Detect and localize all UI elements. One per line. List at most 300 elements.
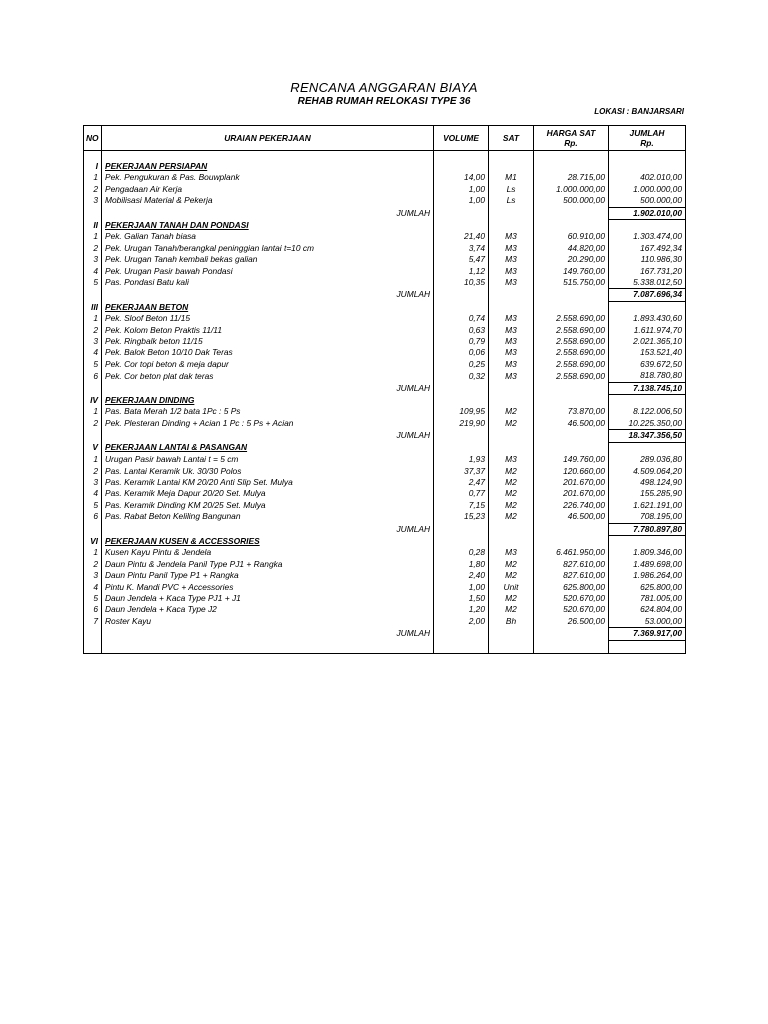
item-unit: M2 [489,511,534,523]
item-volume: 0,74 [434,313,489,324]
table-row [84,466,686,477]
item-total: 625.800,00 [609,582,686,593]
empty-cell [84,628,102,640]
section-number: VI [84,535,102,547]
table-row [84,406,686,417]
table-row [84,511,686,523]
document-subtitle: REHAB RUMAH RELOKASI TYPE 36 [297,96,471,107]
item-description: Pek. Plesteran Dinding + Acian 1 Pc : 5 Ps + Acian [102,418,434,430]
item-description: Pas. Rabat Beton Keliling Bangunan [102,511,434,523]
empty-cell [84,207,102,219]
table-row [84,488,686,499]
empty-cell [434,382,489,394]
empty-cell [489,395,534,407]
subtotal-label: JUMLAH [102,628,434,640]
item-unit-price: 60.910,00 [534,231,609,242]
table-header [84,126,686,151]
section-header-row [84,220,686,232]
item-description: Pas. Keramik Dinding KM 20/25 Set. Mulya [102,500,434,511]
item-number: 3 [84,336,102,347]
table-row [84,604,686,615]
empty-cell [534,640,609,653]
item-total: 5.338.012,50 [609,277,686,289]
item-unit: M2 [489,604,534,615]
item-unit-price: 20.290,00 [534,254,609,265]
empty-cell [489,220,534,232]
subtotal-label: JUMLAH [102,289,434,301]
table-row [84,347,686,358]
col-header-harga-line2: Rp. [564,138,578,148]
item-total: 500.000,00 [609,195,686,207]
item-number: 2 [84,418,102,430]
item-description: Pek. Cor beton plat dak teras [102,370,434,382]
item-unit: Unit [489,582,534,593]
empty-cell [534,628,609,640]
item-number: 1 [84,313,102,324]
item-unit-price: 827.610,00 [534,559,609,570]
subtotal-value: 1.902.010,00 [609,207,686,219]
col-header-harga [534,126,609,151]
item-total: 167.492,34 [609,243,686,254]
item-volume: 2,47 [434,477,489,488]
item-number: 5 [84,593,102,604]
item-unit-price: 520.670,00 [534,604,609,615]
empty-cell [609,220,686,232]
item-description: Pek. Urugan Tanah kembali bekas galian [102,254,434,265]
empty-cell [609,640,686,653]
item-unit: M2 [489,477,534,488]
item-number: 5 [84,359,102,370]
table-row [84,243,686,254]
item-number: 7 [84,616,102,628]
table-row [84,277,686,289]
item-unit: M3 [489,370,534,382]
item-unit-price: 2.558.690,00 [534,347,609,358]
item-description: Pek. Pengukuran & Pas. Bouwplank [102,172,434,183]
table-row [84,172,686,183]
item-unit: Ls [489,184,534,195]
item-unit-price: 827.610,00 [534,570,609,581]
empty-cell [489,628,534,640]
item-unit-price: 2.558.690,00 [534,359,609,370]
empty-cell [609,535,686,547]
item-description: Roster Kayu [102,616,434,628]
subtotal-label: JUMLAH [102,207,434,219]
col-header-volume: VOLUME [434,126,489,151]
item-description: Pintu K. Mandi PVC + Accessories [102,582,434,593]
item-total: 8.122.006,50 [609,406,686,417]
item-total: 402.010,00 [609,172,686,183]
item-unit: M2 [489,406,534,417]
empty-cell [434,220,489,232]
table-end-row [84,640,686,653]
empty-cell [434,151,489,162]
empty-cell [489,301,534,313]
empty-cell [434,289,489,301]
item-number: 1 [84,454,102,465]
item-total: 2.021.365,10 [609,336,686,347]
item-unit: M2 [489,593,534,604]
section-title: PEKERJAAN TANAH DAN PONDASI [102,220,434,232]
item-total: 1.000.000,00 [609,184,686,195]
col-header-jumlah-line1: JUMLAH [629,128,665,138]
table-body [84,151,686,654]
table-row [84,559,686,570]
item-description: Pek. Kolom Beton Praktis 11/11 [102,325,434,336]
item-unit: M2 [489,570,534,581]
section-number: I [84,161,102,172]
item-unit: M3 [489,266,534,277]
col-header-jumlah [609,126,686,151]
item-number: 2 [84,559,102,570]
empty-cell [434,628,489,640]
subtotal-value: 7.369.917,00 [609,628,686,640]
item-total: 53.000,00 [609,616,686,628]
item-total: 1.986.264,00 [609,570,686,581]
empty-cell [489,640,534,653]
item-volume: 5,47 [434,254,489,265]
table-row [84,477,686,488]
empty-cell [434,640,489,653]
item-total: 498.124,90 [609,477,686,488]
item-total: 781.005,00 [609,593,686,604]
item-description: Pas. Lantai Keramik Uk. 30/30 Polos [102,466,434,477]
item-number: 4 [84,582,102,593]
item-volume: 7,15 [434,500,489,511]
item-number: 6 [84,370,102,382]
item-unit-price: 44.820,00 [534,243,609,254]
item-unit-price: 520.670,00 [534,593,609,604]
item-unit: M3 [489,325,534,336]
item-description: Pas. Bata Merah 1/2 bata 1Pc : 5 Ps [102,406,434,417]
section-number: V [84,442,102,454]
item-description: Daun Pintu & Jendela Panil Type PJ1 + Rangka [102,559,434,570]
item-volume: 0,25 [434,359,489,370]
col-header-jumlah-line2: Rp. [640,138,654,148]
col-header-sat: SAT [489,126,534,151]
subtotal-label: JUMLAH [102,382,434,394]
item-number: 1 [84,231,102,242]
section-header-row [84,442,686,454]
empty-cell [84,430,102,442]
item-description: Pas. Pondasi Batu kali [102,277,434,289]
item-unit-price: 149.760,00 [534,454,609,465]
table-row [84,325,686,336]
empty-cell [534,535,609,547]
item-volume: 37,37 [434,466,489,477]
item-volume: 1,00 [434,195,489,207]
item-unit-price: 73.870,00 [534,406,609,417]
item-volume: 0,28 [434,547,489,558]
table-row [84,547,686,558]
document-title: RENCANA ANGGARAN BIAYA [290,80,478,95]
empty-cell [434,301,489,313]
item-unit-price: 201.670,00 [534,477,609,488]
item-number: 3 [84,570,102,581]
empty-cell [489,430,534,442]
section-title: PEKERJAAN KUSEN & ACCESSORIES [102,535,434,547]
empty-cell [84,382,102,394]
item-unit-price: 2.558.690,00 [534,370,609,382]
item-unit: M2 [489,559,534,570]
empty-cell [434,430,489,442]
empty-cell [84,289,102,301]
table-row [84,500,686,511]
empty-cell [534,161,609,172]
item-number: 2 [84,325,102,336]
item-number: 1 [84,547,102,558]
subtotal-value: 7.138.745,10 [609,382,686,394]
item-description: Pek. Urugan Pasir bawah Pondasi [102,266,434,277]
item-number: 5 [84,277,102,289]
item-total: 153.521,40 [609,347,686,358]
empty-cell [434,161,489,172]
empty-cell [489,161,534,172]
empty-cell [534,442,609,454]
item-unit: M3 [489,336,534,347]
item-description: Daun Pintu Panil Type P1 + Rangka [102,570,434,581]
item-unit-price: 515.750,00 [534,277,609,289]
table-row [84,616,686,628]
col-header-uraian: URAIAN PEKERJAAN [102,126,434,151]
item-description: Daun Jendela + Kaca Type PJ1 + J1 [102,593,434,604]
subtotal-label: JUMLAH [102,523,434,535]
empty-cell [534,301,609,313]
item-volume: 1,93 [434,454,489,465]
item-total: 1.303.474,00 [609,231,686,242]
item-unit: M3 [489,347,534,358]
item-description: Pengadaan Air Kerja [102,184,434,195]
table-row [84,454,686,465]
empty-cell [434,442,489,454]
table-row [84,313,686,324]
spacer-row [84,151,686,162]
table-row [84,582,686,593]
item-volume: 109,95 [434,406,489,417]
item-unit: M1 [489,172,534,183]
empty-cell [434,535,489,547]
item-volume: 1,80 [434,559,489,570]
item-unit-price: 1.000.000,00 [534,184,609,195]
item-unit-price: 226.740,00 [534,500,609,511]
empty-cell [609,161,686,172]
item-total: 167.731,20 [609,266,686,277]
item-unit: Bh [489,616,534,628]
section-title: PEKERJAAN DINDING [102,395,434,407]
table-row [84,570,686,581]
item-total: 10.225.350,00 [609,418,686,430]
empty-cell [489,535,534,547]
subtotal-row [84,628,686,640]
item-total: 289.036,80 [609,454,686,465]
item-volume: 219,90 [434,418,489,430]
item-volume: 2,40 [434,570,489,581]
table-row [84,359,686,370]
item-volume: 1,00 [434,184,489,195]
item-total: 155.285,90 [609,488,686,499]
item-unit: M3 [489,254,534,265]
item-unit-price: 625.800,00 [534,582,609,593]
empty-cell [534,207,609,219]
item-unit: M2 [489,418,534,430]
item-number: 6 [84,511,102,523]
item-unit: M3 [489,313,534,324]
empty-cell [84,523,102,535]
item-total: 708.195,00 [609,511,686,523]
item-description: Urugan Pasir bawah Lantai t = 5 cm [102,454,434,465]
empty-cell [434,207,489,219]
item-description: Pek. Balok Beton 10/10 Dak Teras [102,347,434,358]
item-volume: 0,63 [434,325,489,336]
item-total: 1.893.430,60 [609,313,686,324]
section-number: III [84,301,102,313]
empty-cell [489,442,534,454]
item-number: 1 [84,406,102,417]
item-total: 1.621.191,00 [609,500,686,511]
empty-cell [102,151,434,162]
empty-cell [534,220,609,232]
item-unit-price: 6.461.950,00 [534,547,609,558]
item-volume: 21,40 [434,231,489,242]
item-total: 818.780,80 [609,370,686,382]
subtotal-row [84,289,686,301]
table-row [84,418,686,430]
empty-cell [609,301,686,313]
item-number: 1 [84,172,102,183]
item-total: 1.611.974,70 [609,325,686,336]
item-unit-price: 2.558.690,00 [534,325,609,336]
item-unit: Ls [489,195,534,207]
empty-cell [609,395,686,407]
table-row [84,254,686,265]
section-title: PEKERJAAN LANTAI & PASANGAN [102,442,434,454]
subtotal-label: JUMLAH [102,430,434,442]
budget-table [83,125,686,654]
empty-cell [102,640,434,653]
subtotal-value: 7.087.696,34 [609,289,686,301]
empty-cell [84,151,102,162]
section-header-row [84,395,686,407]
subtotal-row [84,430,686,442]
item-total: 1.809.346,00 [609,547,686,558]
item-volume: 14,00 [434,172,489,183]
item-unit-price: 149.760,00 [534,266,609,277]
location-label: LOKASI : BANJARSARI [594,107,684,116]
empty-cell [489,289,534,301]
section-title: PEKERJAAN BETON [102,301,434,313]
item-description: Pek. Ringbalk beton 11/15 [102,336,434,347]
item-unit: M3 [489,454,534,465]
item-unit-price: 500.000,00 [534,195,609,207]
section-title: PEKERJAAN PERSIAPAN [102,161,434,172]
item-total: 624.804,00 [609,604,686,615]
item-total: 4.509.064,20 [609,466,686,477]
item-unit-price: 201.670,00 [534,488,609,499]
item-description: Mobilisasi Material & Pekerja [102,195,434,207]
empty-cell [534,523,609,535]
item-unit-price: 46.500,00 [534,418,609,430]
empty-cell [434,523,489,535]
item-unit-price: 28.715,00 [534,172,609,183]
item-number: 4 [84,347,102,358]
empty-cell [489,523,534,535]
empty-cell [534,151,609,162]
section-number: IV [84,395,102,407]
item-number: 5 [84,500,102,511]
item-number: 3 [84,195,102,207]
item-unit: M3 [489,231,534,242]
item-description: Pek. Sloof Beton 11/15 [102,313,434,324]
item-number: 2 [84,184,102,195]
item-total: 1.489.698,00 [609,559,686,570]
item-unit: M3 [489,359,534,370]
item-number: 2 [84,243,102,254]
item-description: Pas. Keramik Meja Dapur 20/20 Set. Mulya [102,488,434,499]
item-description: Kusen Kayu Pintu & Jendela [102,547,434,558]
item-volume: 3,74 [434,243,489,254]
item-unit-price: 46.500,00 [534,511,609,523]
section-number: II [84,220,102,232]
empty-cell [489,151,534,162]
item-description: Pek. Cor topi beton & meja dapur [102,359,434,370]
table-row [84,195,686,207]
subtotal-row [84,382,686,394]
section-header-row [84,161,686,172]
item-unit-price: 2.558.690,00 [534,313,609,324]
table-row [84,184,686,195]
item-volume: 1,20 [434,604,489,615]
item-unit-price: 26.500,00 [534,616,609,628]
item-volume: 1,50 [434,593,489,604]
item-volume: 2,00 [434,616,489,628]
item-number: 3 [84,477,102,488]
item-volume: 0,79 [434,336,489,347]
col-header-harga-line1: HARGA SAT [546,128,596,138]
table-row [84,336,686,347]
empty-cell [84,640,102,653]
item-unit: M3 [489,243,534,254]
item-volume: 10,35 [434,277,489,289]
item-volume: 1,00 [434,582,489,593]
col-header-no: NO [84,126,102,151]
item-number: 3 [84,254,102,265]
item-number: 4 [84,488,102,499]
empty-cell [434,395,489,407]
item-unit: M3 [489,277,534,289]
item-volume: 0,06 [434,347,489,358]
empty-cell [534,382,609,394]
empty-cell [489,207,534,219]
item-volume: 0,77 [434,488,489,499]
section-header-row [84,301,686,313]
item-volume: 15,23 [434,511,489,523]
item-total: 110.986,30 [609,254,686,265]
subtotal-value: 7.780.897,80 [609,523,686,535]
item-number: 6 [84,604,102,615]
item-description: Pek. Galian Tanah biasa [102,231,434,242]
item-unit: M2 [489,466,534,477]
item-volume: 1,12 [434,266,489,277]
item-total: 639.672,50 [609,359,686,370]
item-unit: M2 [489,500,534,511]
item-unit-price: 120.660,00 [534,466,609,477]
item-unit: M3 [489,547,534,558]
empty-cell [609,151,686,162]
item-description: Pas. Keramik Lantai KM 20/20 Anti Slip Set. Mulya [102,477,434,488]
item-unit: M2 [489,488,534,499]
empty-cell [609,442,686,454]
item-description: Pek. Urugan Tanah/berangkal peninggian lantai t=10 cm [102,243,434,254]
